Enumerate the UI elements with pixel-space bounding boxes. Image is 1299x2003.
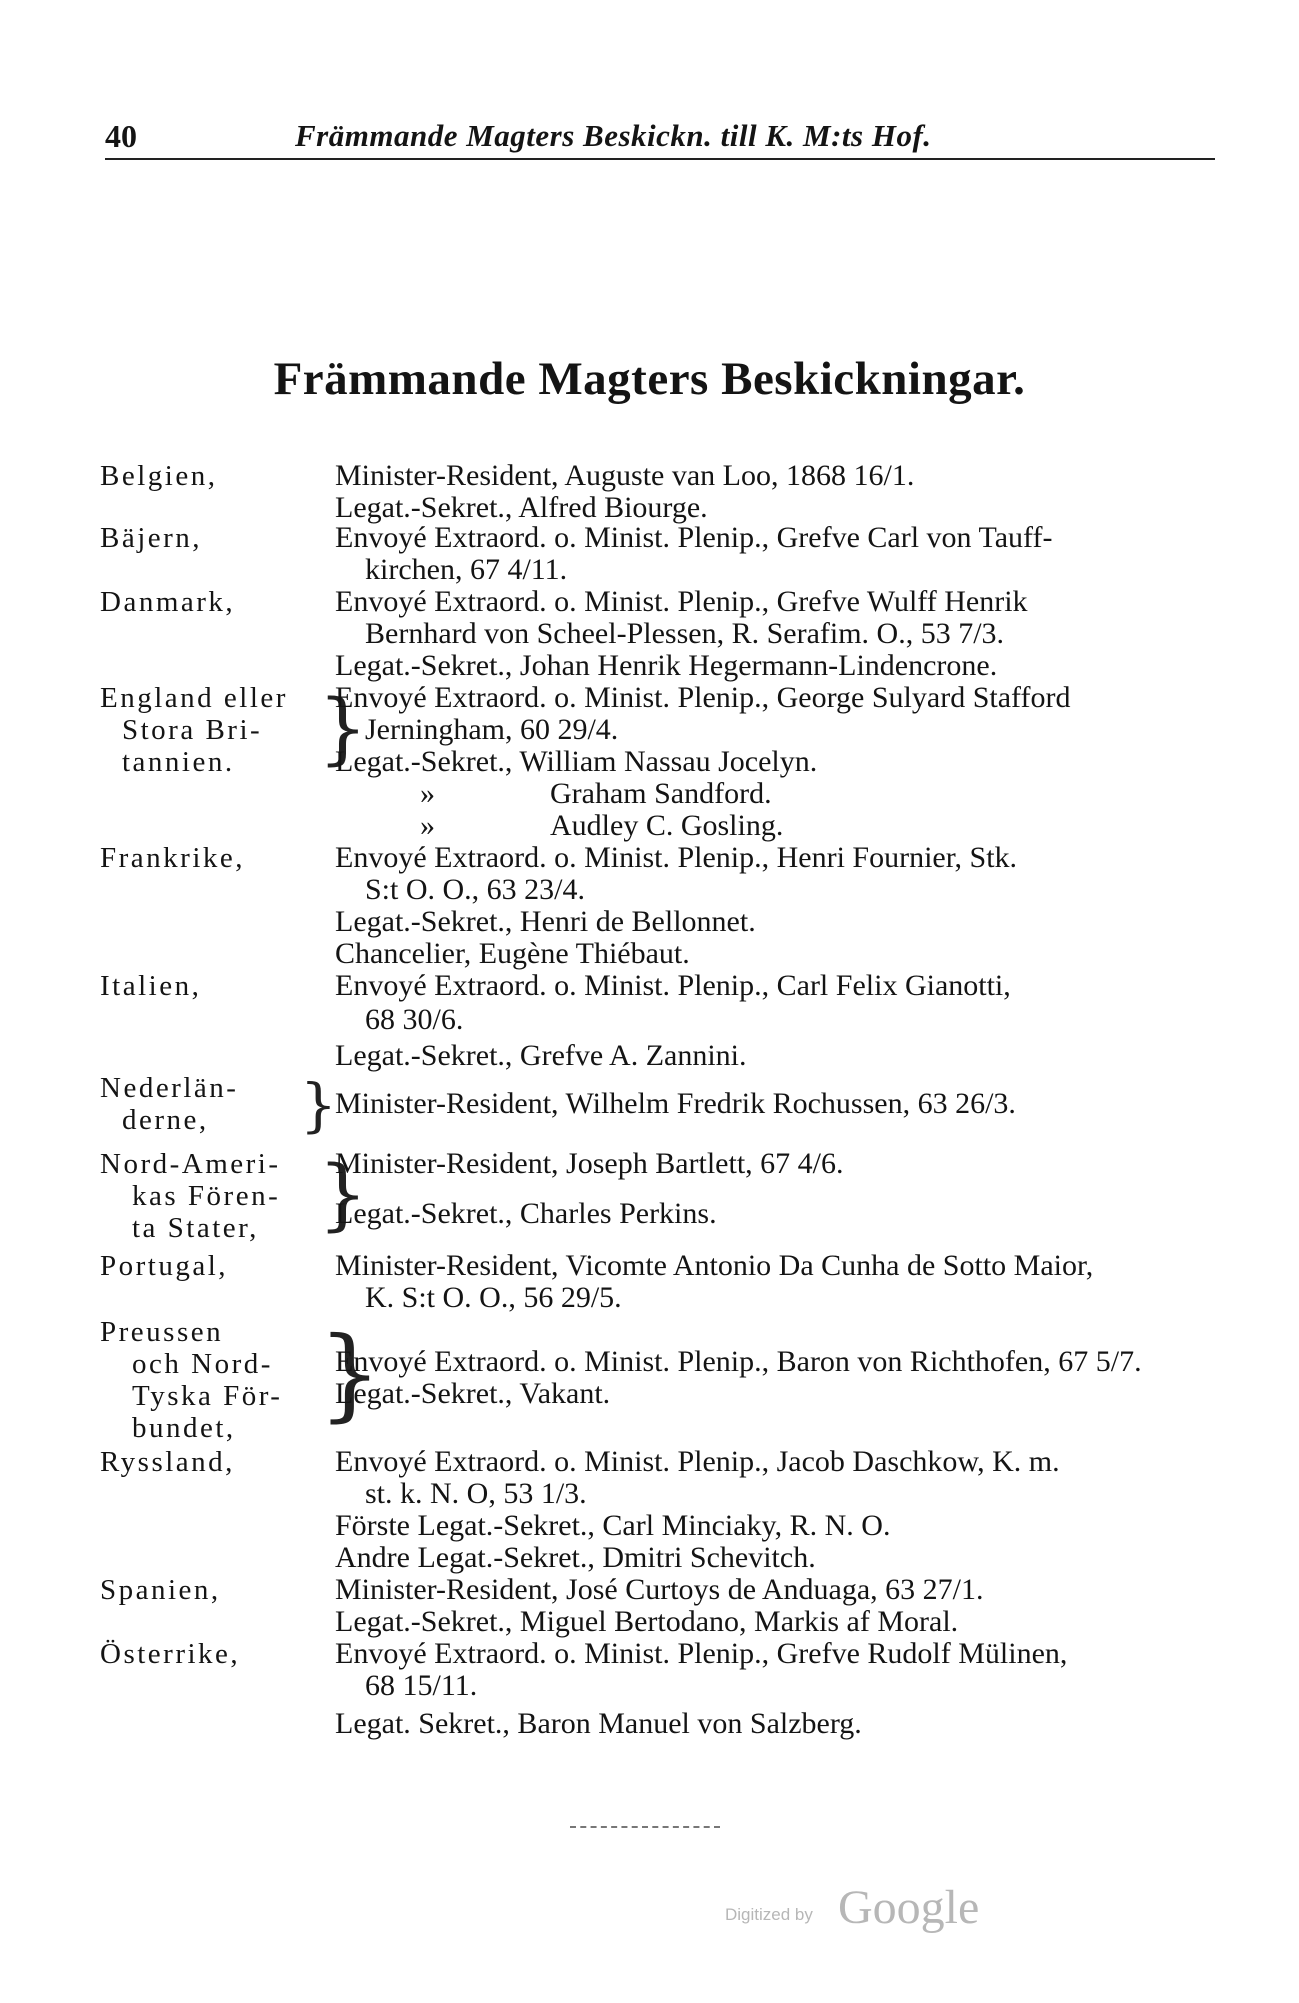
entry-line: Minister-Resident, José Curtoys de Anduaga, 63 27/1.: [335, 1573, 984, 1606]
entry-line: Chancelier, Eugène Thiébaut.: [335, 937, 690, 970]
country-line: derne,: [122, 1104, 209, 1136]
running-title: Främmande Magters Beskickn. till K. M:ts Hof.: [295, 118, 932, 153]
country-line: Nederlän-: [100, 1072, 239, 1104]
country-line: Stora Bri-: [122, 714, 263, 746]
entry-line: Legat.-Sekret., Alfred Biourge.: [335, 491, 708, 524]
country-line: Spanien,: [100, 1574, 221, 1606]
country-name: [100, 460, 325, 492]
google-logo: Google: [838, 1881, 980, 1934]
entry-line: Envoyé Extraord. o. Minist. Plenip., Grefve Rudolf Mülinen,: [335, 1637, 1068, 1670]
entry-line: Envoyé Extraord. o. Minist. Plenip., Carl Felix Gianotti,: [335, 969, 1011, 1002]
country-line: Österrike,: [100, 1638, 241, 1670]
entry-line: Legat. Sekret., Baron Manuel von Salzberg.: [335, 1707, 862, 1740]
country-line: ta Stater,: [132, 1212, 259, 1244]
country-name: [100, 1638, 325, 1670]
entry-line: Förste Legat.-Sekret., Carl Minciaky, R. N. O.: [335, 1509, 891, 1542]
country-name: [100, 1072, 325, 1136]
country-name: [100, 842, 325, 874]
entry-line: S:t O. O., 63 23/4.: [365, 873, 586, 906]
entry-line: Envoyé Extraord. o. Minist. Plenip., Grefve Wulff Henrik: [335, 585, 1028, 618]
entry-line: kirchen, 67 4/11.: [365, 553, 568, 586]
entry-line: Legat.-Sekret., Vakant.: [335, 1377, 611, 1410]
country-line: Portugal,: [100, 1250, 229, 1282]
entry-line: Minister-Resident, Wilhelm Fredrik Rochussen, 63 26/3.: [335, 1087, 1016, 1120]
entry-line: Jerningham, 60 29/4.: [365, 713, 619, 746]
country-line: Tyska För-: [132, 1380, 283, 1412]
entry-line: Minister-Resident, Auguste van Loo, 1868 16/1.: [335, 459, 915, 492]
country-line: Frankrike,: [100, 842, 245, 874]
country-line: bundet,: [132, 1412, 236, 1444]
page-header: [105, 118, 1215, 158]
page-number: 40: [105, 118, 137, 154]
ditto-mark: »: [420, 809, 435, 842]
digitized-by-label: Digitized by: [725, 1905, 813, 1924]
country-name: [100, 522, 325, 554]
entry-line: 68 15/11.: [365, 1669, 478, 1702]
entry-line: st. k. N. O, 53 1/3.: [365, 1477, 587, 1510]
country-name: [100, 970, 325, 1002]
country-line: Nord-Ameri-: [100, 1148, 281, 1180]
entry-line: Audley C. Gosling.: [550, 809, 784, 842]
country-name: [100, 1574, 325, 1606]
entry-line: Envoyé Extraord. o. Minist. Plenip., George Sulyard Stafford: [335, 681, 1071, 714]
country-name: [100, 1148, 325, 1244]
brace-icon: }: [318, 1315, 382, 1432]
entry-line: Minister-Resident, Joseph Bartlett, 67 4/6.: [335, 1147, 844, 1180]
entry-line: Envoyé Extraord. o. Minist. Plenip., Jacob Daschkow, K. m.: [335, 1445, 1060, 1478]
country-line: kas Fören-: [132, 1180, 281, 1212]
entry-line: Legat.-Sekret., Miguel Bertodano, Markis af Moral.: [335, 1605, 959, 1638]
brace-icon: }: [318, 1150, 368, 1240]
country-line: Danmark,: [100, 586, 236, 618]
country-line: England eller: [100, 682, 288, 714]
brace-icon: }: [318, 684, 368, 774]
country-line: tannien.: [122, 746, 235, 778]
country-name: [100, 1316, 325, 1444]
entry-line: Legat.-Sekret., Grefve A. Zannini.: [335, 1039, 747, 1072]
entry-line: Legat.-Sekret., Henri de Bellonnet.: [335, 905, 756, 938]
country-name: [100, 682, 325, 778]
country-line: Italien,: [100, 970, 202, 1002]
entry-line: Andre Legat.-Sekret., Dmitri Schevitch.: [335, 1541, 816, 1574]
country-line: Preussen: [100, 1316, 224, 1348]
country-line: Bäjern,: [100, 522, 203, 554]
page-title: Främmande Magters Beskickningar.: [273, 353, 1026, 405]
country-name: [100, 586, 325, 618]
ditto-mark: »: [420, 777, 435, 810]
bottom-rule: [570, 1826, 720, 1828]
entry-line: Legat.-Sekret., William Nassau Jocelyn.: [335, 745, 818, 778]
country-line: Ryssland,: [100, 1446, 235, 1478]
country-name: [100, 1446, 325, 1478]
entry-line: Graham Sandford.: [550, 777, 772, 810]
entry-line: Legat.-Sekret., Johan Henrik Hegermann-Lindencrone.: [335, 649, 998, 682]
entry-line: Envoyé Extraord. o. Minist. Plenip., Baron von Richthofen, 67 5/7.: [335, 1345, 1142, 1378]
country-line: Belgien,: [100, 460, 218, 492]
entry-line: K. S:t O. O., 56 29/5.: [365, 1281, 622, 1314]
entry-line: Envoyé Extraord. o. Minist. Plenip., Grefve Carl von Tauff-: [335, 521, 1053, 554]
brace-icon: }: [300, 1071, 337, 1139]
entry-line: Minister-Resident, Vicomte Antonio Da Cunha de Sotto Maior,: [335, 1249, 1094, 1282]
entry-line: Bernhard von Scheel-Plessen, R. Serafim. O., 53 7/3.: [365, 617, 1005, 650]
country-line: och Nord-: [132, 1348, 273, 1380]
header-rule: [105, 158, 1215, 160]
entry-line: Envoyé Extraord. o. Minist. Plenip., Henri Fournier, Stk.: [335, 841, 1018, 874]
entry-line: Legat.-Sekret., Charles Perkins.: [335, 1197, 717, 1230]
entry-line: 68 30/6.: [365, 1003, 464, 1036]
country-name: [100, 1250, 325, 1282]
